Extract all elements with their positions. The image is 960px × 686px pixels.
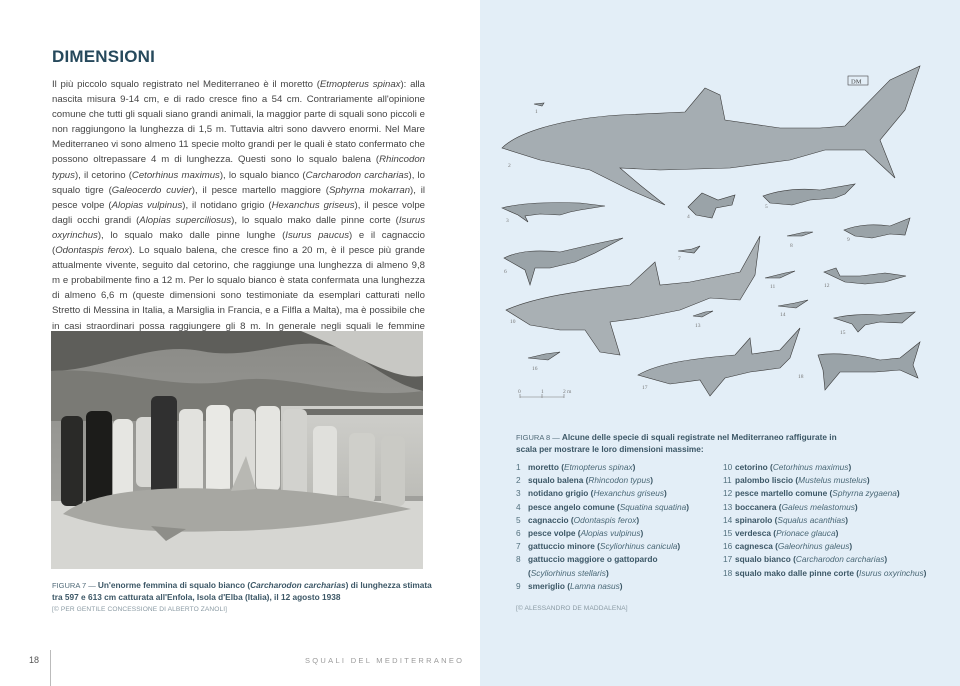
shark-16 — [528, 352, 560, 360]
historic-photo-white-shark — [51, 331, 423, 569]
shark-4 — [688, 193, 735, 218]
species-number: 8 — [516, 554, 521, 565]
species-name: Hexanchus griseus — [271, 199, 355, 211]
shark-number: 16 — [532, 366, 538, 372]
footer-divider — [50, 650, 51, 686]
species-list-item — [516, 540, 706, 553]
species-label: cagnaccio (Odontaspis ferox) — [528, 514, 640, 525]
text-run: ), lo squalo mako dalle pinne corte ( — [231, 214, 399, 226]
species-list-item — [516, 527, 706, 540]
species-name: Alopias vulpinus — [111, 199, 183, 211]
shark-11 — [765, 271, 795, 278]
text-run: ), il pesce volpe ( — [52, 184, 425, 211]
species-name: Isurus oxyrinchus — [52, 214, 425, 241]
species-number: 10 — [723, 462, 733, 472]
species-name: Odontaspis ferox — [55, 245, 130, 257]
species-list-item — [723, 514, 933, 527]
species-list-item — [723, 501, 933, 514]
species-label: spinarolo (Squalus acanthias) — [735, 514, 848, 525]
species-scientific-name: Prionace glauca — [776, 528, 836, 539]
species-number: 5 — [516, 514, 521, 525]
species-number: 12 — [723, 488, 733, 499]
figure-7-label: FIGURA 7 — — [52, 581, 98, 590]
species-scientific-name: Galeus melastomus — [781, 501, 855, 512]
species-label: palombo liscio (Mustelus mustelus) — [735, 475, 870, 486]
species-number: 4 — [516, 501, 521, 512]
species-label: pesce angelo comune (Squatina squatina) — [528, 501, 689, 512]
species-list-item — [723, 461, 933, 474]
text-run: ), lo squalo tigre ( — [52, 169, 425, 196]
species-list-item — [516, 461, 706, 474]
shark-18 — [818, 342, 920, 390]
figure-8-credit: [© ALESSANDRO DE MADDALENA] — [516, 605, 628, 612]
shark-8 — [787, 232, 813, 236]
shark-number: 12 — [824, 283, 830, 289]
shark-3 — [502, 203, 605, 222]
species-list-item — [723, 540, 933, 553]
shark-5 — [763, 184, 855, 205]
species-label: gattuccio minore (Scyliorhinus canicula) — [528, 541, 681, 552]
text-run: Il più piccolo squalo registrato nel Mediterraneo è il moretto ( — [52, 79, 320, 90]
page-number: 18 — [29, 655, 40, 665]
shark-number: 3 — [506, 218, 509, 224]
species-scientific-name: Cetorhinus maximus — [772, 462, 849, 472]
species-number: 11 — [723, 475, 732, 486]
species-list-item — [516, 474, 706, 487]
shark-number: 6 — [504, 269, 507, 275]
species-label: moretto (Etmopterus spinax) — [528, 462, 636, 472]
shark-13 — [693, 311, 713, 317]
species-name: Carcharodon carcharias — [305, 169, 409, 181]
species-scientific-name: Lamna nasus — [569, 580, 620, 591]
species-scientific-name: Rhincodon typus — [588, 475, 651, 486]
scale-label-0: 0 — [518, 389, 521, 395]
shark-number: 4 — [687, 214, 690, 220]
species-number: 13 — [723, 501, 733, 512]
shark-7 — [678, 246, 700, 253]
figure-7-text-b: ) di lunghezza stimata tra 597 e 613 cm catturata all'Enfola, Isola d'Elba (Italia), il 12 agosto 1938 — [52, 580, 432, 602]
section-title: DIMENSIONI — [52, 47, 156, 66]
species-scientific-name: Isurus oxyrinchus — [859, 567, 924, 578]
species-scientific-name: Alopias vulpinus — [580, 528, 641, 539]
figure-7-species: Carcharodon carcharias — [250, 580, 346, 590]
text-run: ), il pesce volpe dagli occhi grandi ( — [52, 199, 425, 226]
right-page — [480, 0, 960, 686]
species-list-item — [723, 527, 933, 540]
species-scientific-name: Etmopterus spinax — [563, 462, 633, 472]
species-label: squalo bianco (Carcharodon carcharias) — [735, 554, 888, 565]
species-name: Alopias superciliosus — [139, 214, 232, 226]
text-run: ) e il cagnaccio ( — [52, 229, 426, 257]
figure-7-caption — [52, 580, 432, 616]
shark-17 — [638, 328, 800, 396]
text-run: ), lo squalo bianco ( — [219, 169, 306, 181]
species-list-col2 — [723, 461, 933, 580]
species-scientific-name: Odontaspis ferox — [573, 514, 637, 525]
species-label: cetorino (Cetorhinus maximus) — [735, 462, 852, 472]
species-name: Sphyrna mokarran — [328, 184, 411, 196]
species-name: Cetorhinus maximus — [131, 169, 220, 181]
scale-label-1: 1 — [541, 389, 544, 395]
shark-number: 18 — [798, 374, 804, 380]
species-label: smeriglio (Lamna nasus) — [528, 580, 623, 591]
species-scientific-name: Scyliorhinus canicula — [599, 541, 678, 552]
shark-15 — [834, 312, 915, 332]
shark-number: 10 — [510, 319, 516, 325]
shark-number: 8 — [790, 243, 793, 249]
species-label: verdesca (Prionace glauca) — [735, 528, 839, 539]
shark-number: 14 — [780, 312, 786, 318]
shark-9 — [844, 218, 910, 238]
body-paragraph — [52, 77, 425, 349]
shark-number: 7 — [678, 256, 681, 262]
species-list-item — [723, 474, 933, 487]
shark-number: 13 — [695, 323, 701, 329]
species-number: 6 — [516, 528, 521, 539]
species-number: 17 — [723, 554, 733, 565]
shark-number: 15 — [840, 330, 846, 336]
species-scientific-name: Galeorhinus galeus — [777, 541, 850, 552]
text-run: ), il notidano grigio ( — [182, 199, 272, 211]
shark-14 — [778, 300, 808, 308]
species-list-item — [723, 567, 933, 580]
species-list-item — [516, 580, 706, 593]
shark-number: 5 — [765, 204, 768, 210]
species-number: 7 — [516, 541, 521, 552]
species-label: pesce martello comune (Sphyrna zygaena) — [735, 488, 900, 499]
species-name: Galeocerdo cuvier — [111, 184, 192, 196]
photo-image — [51, 331, 423, 569]
figure-8-label: FIGURA 8 — — [516, 433, 562, 442]
shark-number: 9 — [847, 237, 850, 243]
species-number: 15 — [723, 528, 733, 539]
figure-7-text-a: Un'enorme femmina di squalo bianco ( — [97, 580, 251, 590]
species-label: pesce volpe (Alopias vulpinus) — [528, 528, 644, 539]
species-number: 3 — [516, 488, 521, 499]
text-run: ): alla nascita misura 9-14 cm, e di rado cresce fino a 54 cm. Contrariamente all'opinione comune che tutti gli squali siano grandi animali, la maggior parte di squali sono piccoli e non raggiungono la lunghezza di 1,5 m. Tuttavia altri sono davvero enormi. Nel Mare Mediterraneo vi sono almeno 11 specie molto grandi per le quali è stato confermato che possono oltrepassare 4 m di lunghezza. Questi sono lo squalo balena ( — [52, 79, 426, 166]
shark-number: 1 — [535, 109, 538, 115]
species-list-item — [516, 501, 706, 514]
species-scientific-name: Mustelus mustelus — [798, 475, 867, 486]
shark-number: 2 — [508, 163, 511, 169]
shark-number: 17 — [642, 385, 648, 391]
shark-scale-illustration — [480, 0, 960, 420]
text-run: ). Lo squalo balena, che cresce fino a 20 m, è il pesce più grande attualmente vivente, seguito dal cetorino, che raggiunge una lunghezza di almeno 9,8 m e probabilmente fino a 12 m. Per lo squalo bianco è stata confermata una lunghezza di almeno 6,6 m (queste dimensioni sono testimoniate da esemplari catturati nello Stretto di Messina in Italia, a Marsiglia in Francia, e a Filfla a Malta), ma è possibile che in casi straordinari possa raggiungere gli 8 m. In generale negli squali le femmine — [52, 245, 425, 332]
shark-number: 11 — [770, 284, 776, 290]
species-number: 18 — [723, 567, 733, 578]
figure-7-credit: [© PER GENTILE CONCESSIONE DI ALBERTO ZANOLI] — [52, 606, 228, 613]
figure-8-caption — [516, 432, 856, 455]
text-run: ), il cetorino ( — [74, 169, 132, 181]
text-run: ), lo squalo mako dalle pinne lunghe ( — [97, 229, 286, 241]
species-scientific-name: Sphyrna zygaena — [832, 488, 897, 499]
svg-text:DM: DM — [851, 78, 862, 86]
species-list-item — [516, 514, 706, 527]
species-number: 16 — [723, 541, 733, 552]
species-label: boccanera (Galeus melastomus) — [735, 501, 858, 512]
species-list-item — [516, 487, 706, 500]
text-run: ), il pesce martello maggiore ( — [191, 184, 329, 196]
scale-bar — [518, 389, 572, 398]
species-label: cagnesca (Galeorhinus galeus) — [735, 541, 853, 552]
species-name: Isurus paucus — [285, 229, 350, 241]
species-name: Rhincodon typus — [52, 154, 425, 181]
species-scientific-name: Carcharodon carcharias — [795, 554, 885, 565]
species-label: squalo mako dalle pinne corte (Isurus oxyrinchus) — [735, 567, 927, 578]
species-label: notidano grigio (Hexanchus griseus) — [528, 488, 667, 499]
running-head: SQUALI DEL MEDITERRANEO — [305, 656, 465, 665]
figure-8-text: Alcune delle specie di squali registrate nel Mediterraneo raffigurate in scala per mostrare le loro dimensioni massime: — [516, 432, 837, 454]
species-scientific-name: Scyliorhinus stellaris — [530, 567, 606, 578]
species-label: squalo balena (Rhincodon typus) — [528, 475, 653, 486]
species-scientific-name: Hexanchus griseus — [593, 488, 665, 499]
species-list-col1 — [516, 461, 706, 593]
species-number: 14 — [723, 514, 733, 525]
shark-6 — [504, 238, 623, 285]
species-name: Etmopterus spinax — [319, 79, 401, 90]
species-number: 2 — [516, 475, 521, 486]
species-list-item — [723, 487, 933, 500]
scale-label-2: 2 m — [563, 389, 572, 395]
species-label: gattuccio maggiore o gattopardo (Scyliorhinus stellaris) — [528, 554, 658, 578]
species-scientific-name: Squatina squatina — [619, 501, 687, 512]
species-list-item — [723, 553, 933, 566]
species-list-item — [516, 553, 706, 579]
species-scientific-name: Squalus acanthias — [777, 514, 846, 525]
species-number: 1 — [516, 462, 521, 472]
shark-2 — [502, 66, 920, 205]
artist-signature — [848, 76, 868, 86]
shark-12 — [824, 268, 906, 284]
species-number: 9 — [516, 580, 521, 591]
shark-1 — [534, 103, 544, 106]
